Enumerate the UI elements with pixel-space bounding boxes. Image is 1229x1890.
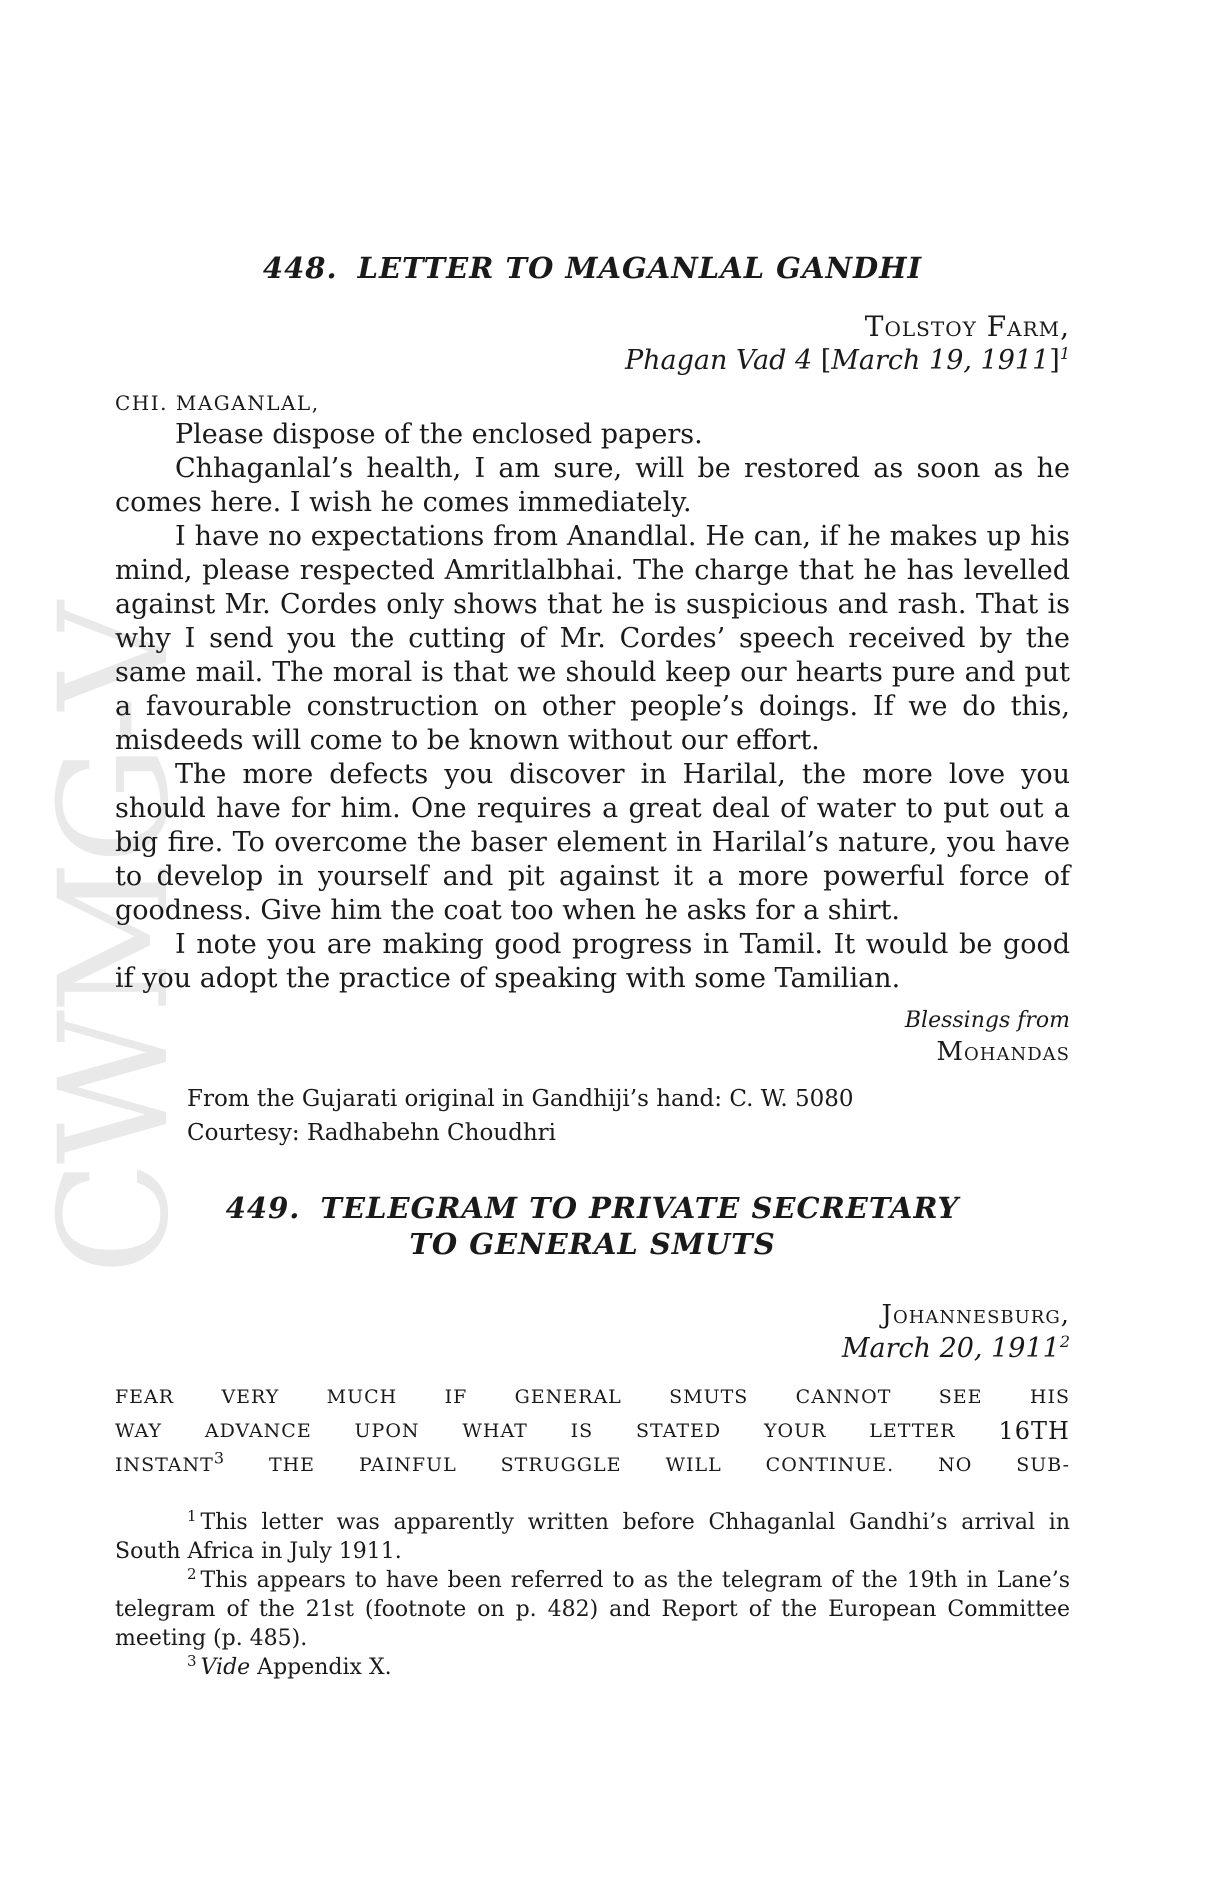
telegram-word: SEE (938, 1386, 983, 1408)
letter-place: Tolstoy Farm, (864, 310, 1070, 343)
telegram-word: WAY (115, 1420, 163, 1442)
watermark: CWMG-V (28, 605, 202, 1275)
footnote-text: This appears to have been referred to as the telegram of the 19th in Lane’s telegram of the 21st (footnote on p. 482) and Report of the European Committee meeting (p. 485). (115, 1568, 1070, 1651)
telegram-word: HIS (1029, 1386, 1070, 1408)
footnote (115, 1653, 1070, 1682)
closing: Blessings from (904, 1008, 1070, 1033)
title-text: TELEGRAM TO PRIVATE SECRETARY (320, 1191, 960, 1225)
telegram-word: FEAR (115, 1386, 175, 1408)
telegram-word: YOUR (763, 1420, 827, 1442)
telegram-place: Johannesburg, (881, 1300, 1070, 1330)
paragraph: Please dispose of the enclosed papers. (175, 419, 703, 450)
telegram-word: PAINFUL (359, 1454, 457, 1476)
telegram-word: WHAT (462, 1420, 528, 1442)
date-gregorian: March 19, 1911 (831, 345, 1050, 376)
title-text: TO GENERAL SMUTS (409, 1227, 776, 1261)
source-line: From the Gujarati original in Gandhiji’s hand: C. W. 5080 (187, 1086, 854, 1112)
telegram-word: WILL (665, 1454, 722, 1476)
letter-date (115, 344, 1070, 378)
footnote-number: 3 (187, 1651, 197, 1670)
telegram-word: GENERAL (514, 1386, 622, 1408)
telegram-word: LETTER (869, 1420, 956, 1442)
footnote-number: 1 (187, 1506, 197, 1525)
telegram-word: IF (444, 1386, 468, 1408)
paragraph: I note you are making good progress in Tamil. It would be good if you adopt the practice of speaking with some Tamilian. (115, 929, 1070, 994)
paragraph: The more defects you discover in Harilal, the more love you should have for him. One requires a great deal of water to put out a big fire. To overcome the baser element in Harilal’s nature, you have to develop in yourself and pit against it a more powerful force of goodness. Give him the coat too when he asks for a shirt. (115, 759, 1070, 926)
date-gregorian: March 20, 1911 (841, 1333, 1060, 1364)
footnote-number: 2 (187, 1564, 197, 1583)
letter-title (115, 250, 1070, 286)
telegram-word: STATED (636, 1420, 722, 1442)
telegram-date (115, 1332, 1070, 1366)
footnote (115, 1508, 1070, 1566)
bracket-open: [ (820, 345, 832, 376)
footnote-text: This letter was apparently written before Chhaganlal Gandhi’s arrival in South Africa in July 1911. (115, 1510, 1070, 1564)
paragraph: I have no expectations from Anandlal. He can, if he makes up his mind, please respected Amritlalbhai. The charge that he has levelled against Mr. Cordes only shows that he is suspicious and rash. That is why I send you the cutting of Mr. Cordes’ speech received by the same mail. The moral is that we should keep our hearts pure and put a favourable construction on other people’s doings. If we do this, misdeeds will come to be known without our effort. (115, 521, 1070, 756)
document-number: 449. (225, 1191, 301, 1225)
telegram-word: 16TH (998, 1417, 1070, 1445)
courtesy-line: Courtesy: Radhabehn Choudhri (187, 1120, 556, 1146)
document-number: 448. (262, 251, 338, 285)
bracket-close: ] (1049, 345, 1060, 376)
date-vikram: Phagan Vad 4 (624, 345, 813, 376)
telegram-word: MUCH (326, 1386, 398, 1408)
document-page (115, 250, 1070, 1682)
telegram-word: VERY (221, 1386, 280, 1408)
signature: Mohandas (936, 1037, 1070, 1067)
telegram-word: SUB- (1016, 1454, 1070, 1476)
telegram-word: UPON (354, 1420, 420, 1442)
telegram-word: IS (570, 1420, 594, 1442)
telegram-word: THE (268, 1454, 316, 1476)
telegram-word: SMUTS (669, 1386, 749, 1408)
telegram-line (115, 1414, 1070, 1448)
paragraph: Chhaganlal’s health, I am sure, will be restored as soon as he comes here. I wish he comes immediately. (115, 453, 1070, 518)
telegram-word: INSTANT (115, 1454, 214, 1476)
source-note (187, 1082, 1070, 1150)
telegram-line (115, 1380, 1070, 1414)
telegram-word: STRUGGLE (500, 1454, 622, 1476)
telegram-word: ADVANCE (204, 1420, 312, 1442)
footnote-text: Appendix X. (250, 1655, 392, 1680)
salutation: CHI. MAGANLAL, (115, 391, 320, 415)
telegram-text (115, 1380, 1070, 1482)
footnote-italic: Vide (200, 1655, 251, 1680)
footnote (115, 1566, 1070, 1653)
telegram-word-group (115, 1448, 225, 1482)
footnote-mark-1: 1 (1059, 344, 1070, 363)
telegram-word: CANNOT (795, 1386, 892, 1408)
title-text: LETTER TO MAGANLAL GANDHI (357, 251, 923, 285)
footnote-mark-2: 2 (1059, 1332, 1070, 1351)
telegram-title (115, 1190, 1070, 1262)
telegram-line (115, 1448, 1070, 1482)
footnote-mark-3: 3 (213, 1448, 225, 1468)
telegram-word: NO (938, 1454, 973, 1476)
telegram-word: CONTINUE. (765, 1454, 895, 1476)
footnotes (115, 1508, 1070, 1682)
letter-body (115, 418, 1070, 996)
